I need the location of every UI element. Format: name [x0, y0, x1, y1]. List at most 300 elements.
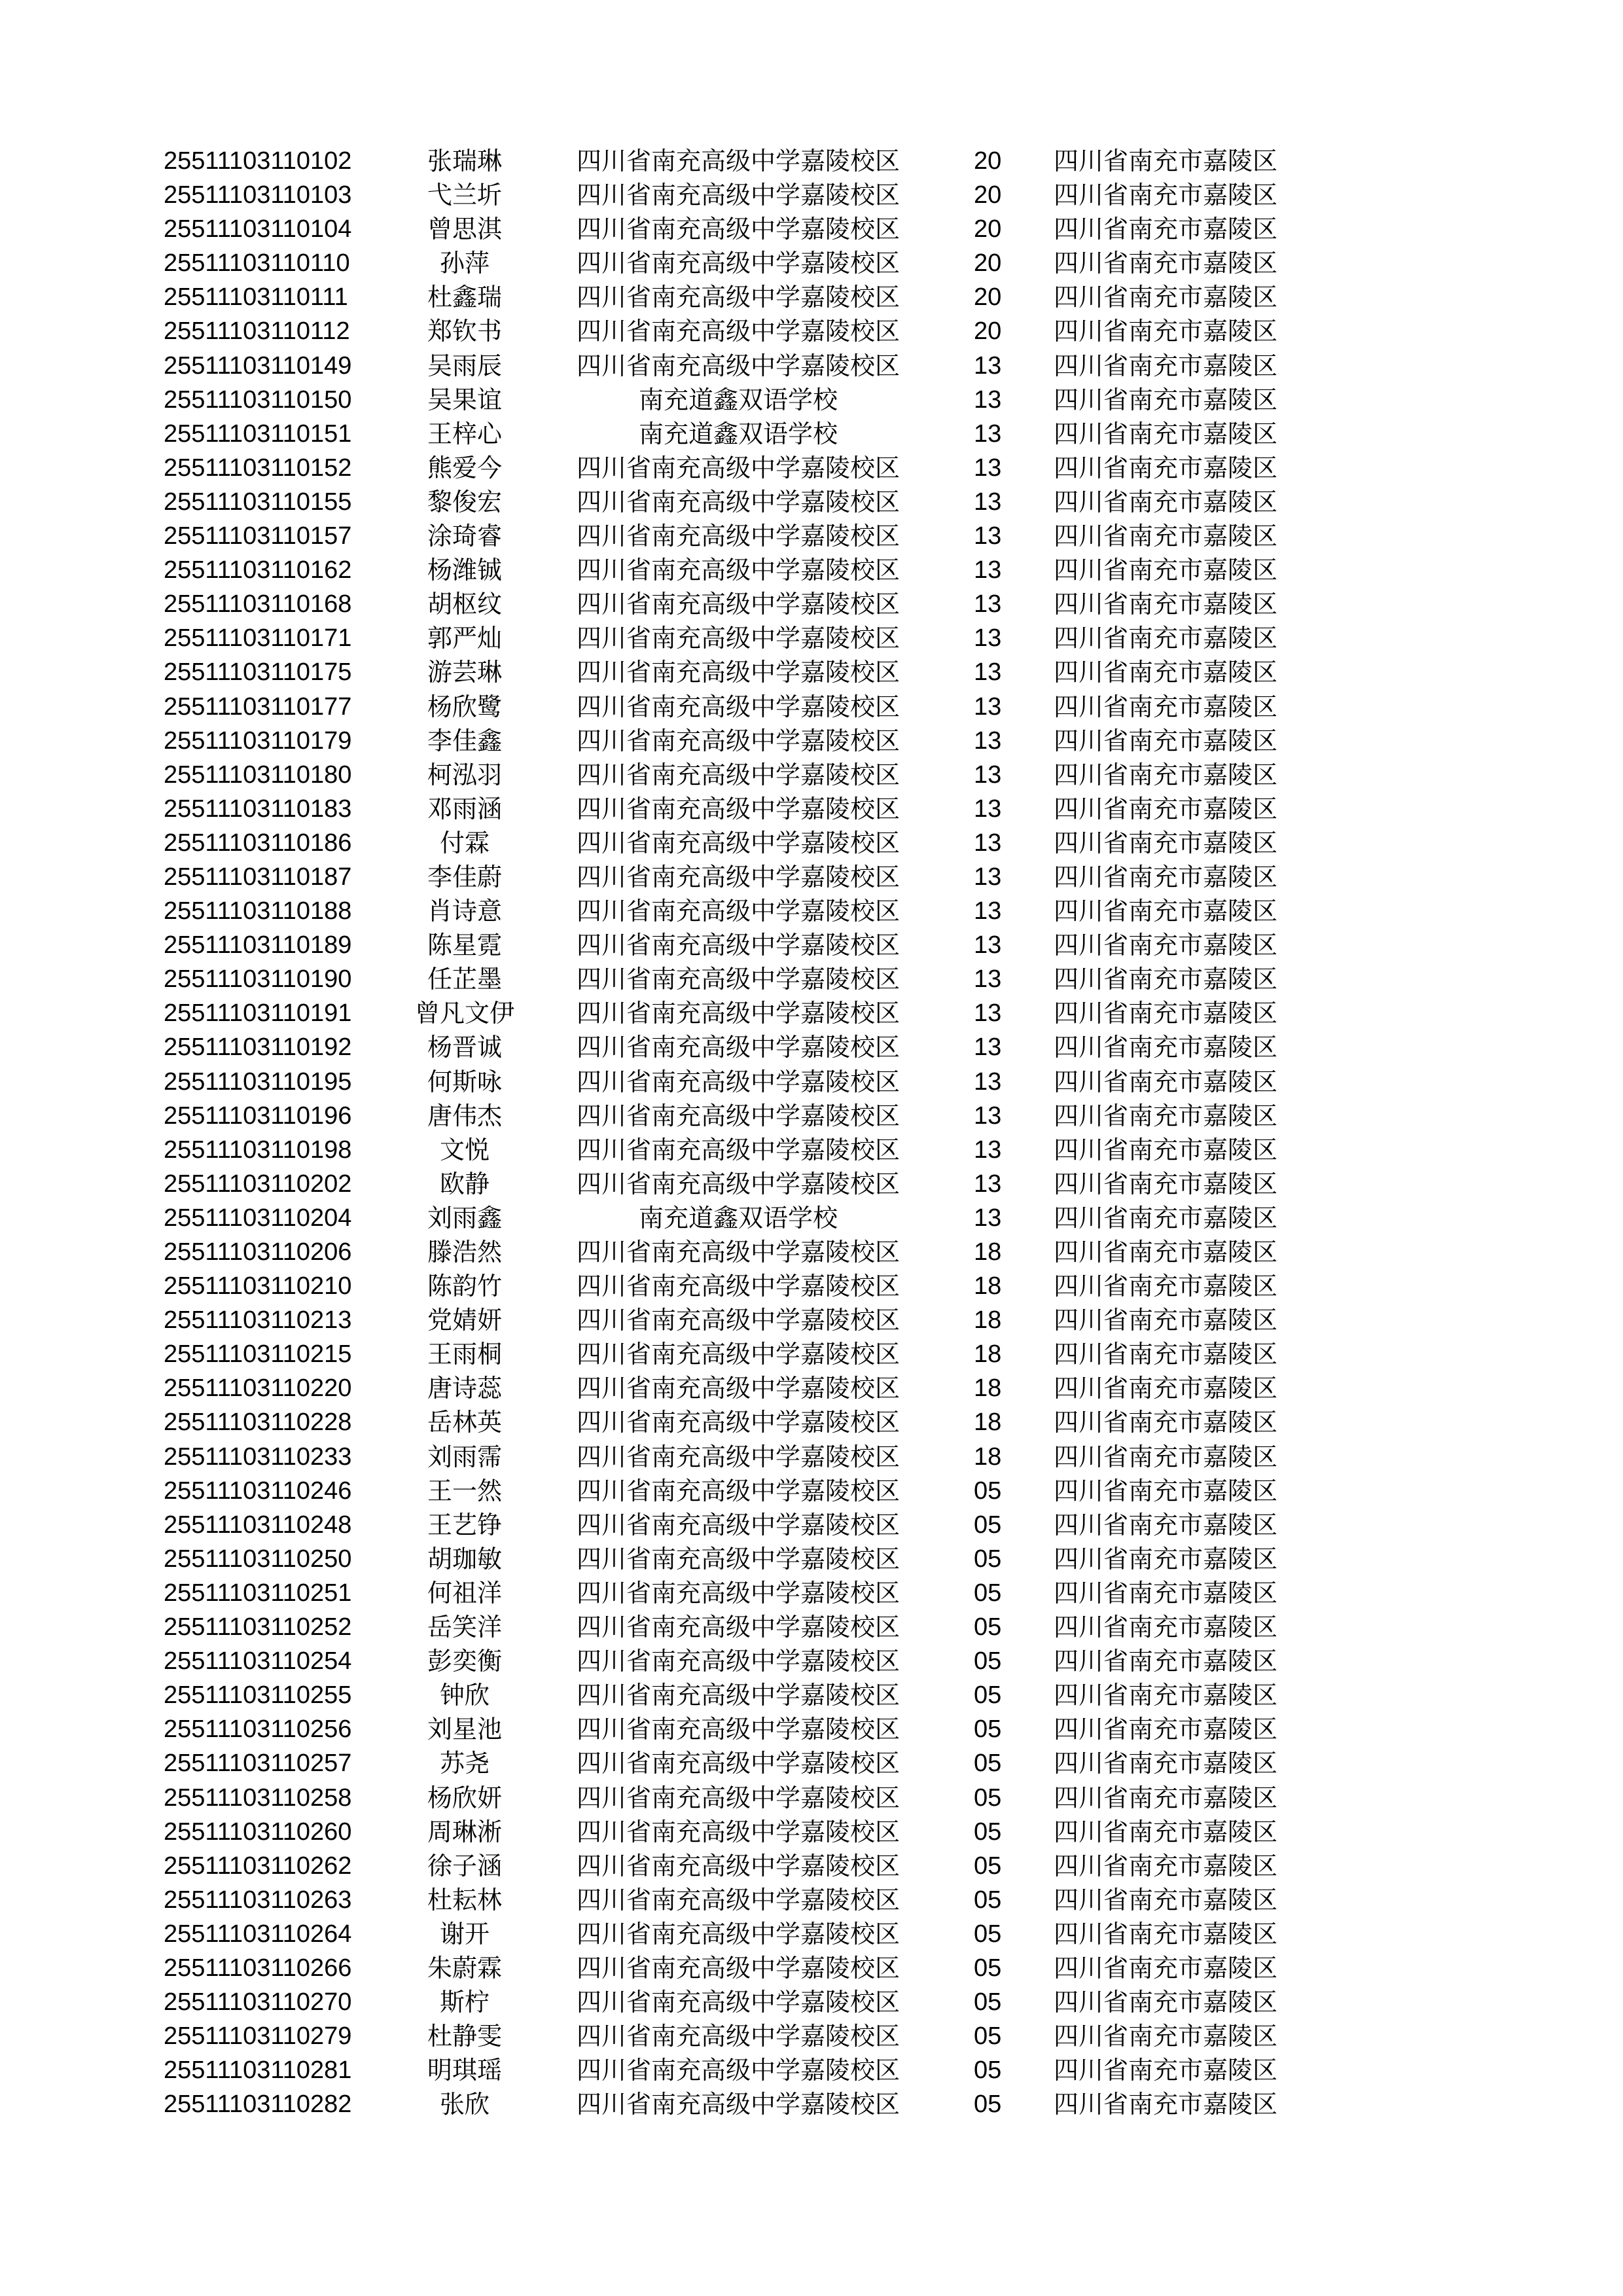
region-cell: 四川省南充市嘉陵区 [1054, 1919, 1278, 1948]
student-id-cell: 25511103110186 [164, 829, 352, 857]
student-name-cell: 张瑞琳 [427, 147, 502, 175]
school-name-cell: 四川省南充高级中学嘉陵校区 [576, 283, 900, 312]
school-name-cell: 四川省南充高级中学嘉陵校区 [576, 1306, 900, 1335]
student-name-cell: 王梓心 [427, 419, 502, 448]
class-code-cell: 13 [974, 931, 1002, 960]
school-name-cell: 四川省南充高级中学嘉陵校区 [576, 1578, 900, 1607]
class-code-cell: 05 [974, 2056, 1002, 2085]
school-name-cell: 四川省南充高级中学嘉陵校区 [576, 999, 900, 1028]
class-code-cell: 13 [974, 965, 1002, 994]
region-cell: 四川省南充市嘉陵区 [1054, 931, 1278, 960]
table-row [0, 144, 1623, 178]
student-name-cell: 陈韵竹 [427, 1272, 502, 1301]
table-row [0, 314, 1623, 348]
student-name-cell: 岳笑洋 [427, 1613, 502, 1642]
region-cell: 四川省南充市嘉陵区 [1054, 1510, 1278, 1539]
student-id-cell: 25511103110260 [164, 1818, 352, 1846]
class-code-cell: 13 [974, 726, 1002, 755]
school-name-cell: 四川省南充高级中学嘉陵校区 [576, 965, 900, 994]
student-name-cell: 刘雨霈 [427, 1442, 502, 1471]
class-code-cell: 13 [974, 1033, 1002, 1062]
school-name-cell: 四川省南充高级中学嘉陵校区 [576, 556, 900, 585]
student-id-cell: 25511103110255 [164, 1681, 352, 1710]
school-name-cell: 四川省南充高级中学嘉陵校区 [576, 658, 900, 687]
class-code-cell: 13 [974, 1102, 1002, 1130]
student-id-cell: 25511103110254 [164, 1647, 352, 1676]
student-name-cell: 胡枢纹 [427, 590, 502, 619]
table-row [0, 1099, 1623, 1133]
student-id-cell: 25511103110183 [164, 795, 352, 823]
student-id-cell: 25511103110175 [164, 658, 352, 687]
student-id-cell: 25511103110266 [164, 1954, 352, 1982]
class-code-cell: 05 [974, 1920, 1002, 1948]
region-cell: 四川省南充市嘉陵区 [1054, 1442, 1278, 1471]
region-cell: 四川省南充市嘉陵区 [1054, 1578, 1278, 1607]
student-id-cell: 25511103110251 [164, 1579, 352, 1607]
school-name-cell: 四川省南充高级中学嘉陵校区 [576, 1476, 900, 1505]
student-name-cell: 王雨桐 [427, 1340, 502, 1369]
school-name-cell: 四川省南充高级中学嘉陵校区 [576, 624, 900, 653]
region-cell: 四川省南充市嘉陵区 [1054, 760, 1278, 789]
region-cell: 四川省南充市嘉陵区 [1054, 249, 1278, 278]
region-cell: 四川省南充市嘉陵区 [1054, 1272, 1278, 1301]
student-id-cell: 25511103110252 [164, 1613, 352, 1641]
school-name-cell: 四川省南充高级中学嘉陵校区 [576, 828, 900, 857]
class-code-cell: 20 [974, 181, 1002, 209]
table-row [0, 1201, 1623, 1235]
table-row [0, 724, 1623, 758]
class-code-cell: 13 [974, 1067, 1002, 1096]
school-name-cell: 四川省南充高级中学嘉陵校区 [576, 215, 900, 244]
class-code-cell: 20 [974, 283, 1002, 312]
region-cell: 四川省南充市嘉陵区 [1054, 794, 1278, 823]
region-cell: 四川省南充市嘉陵区 [1054, 999, 1278, 1028]
class-code-cell: 18 [974, 1340, 1002, 1369]
class-code-cell: 13 [974, 488, 1002, 516]
table-row [0, 1269, 1623, 1303]
region-cell: 四川省南充市嘉陵区 [1054, 1715, 1278, 1744]
region-cell: 四川省南充市嘉陵区 [1054, 1101, 1278, 1130]
student-name-cell: 朱蔚霖 [427, 1953, 502, 1982]
table-row [0, 1167, 1623, 1201]
class-code-cell: 13 [974, 556, 1002, 584]
region-cell: 四川省南充市嘉陵区 [1054, 1476, 1278, 1505]
school-name-cell: 南充道鑫双语学校 [638, 419, 838, 448]
table-row [0, 1576, 1623, 1610]
region-cell: 四川省南充市嘉陵区 [1054, 1408, 1278, 1437]
school-name-cell: 四川省南充高级中学嘉陵校区 [576, 897, 900, 926]
student-name-cell: 谢开 [439, 1919, 490, 1948]
table-row [0, 1712, 1623, 1746]
student-id-cell: 25511103110281 [164, 2056, 352, 2085]
class-code-cell: 05 [974, 2022, 1002, 2051]
region-cell: 四川省南充市嘉陵区 [1054, 1817, 1278, 1846]
school-name-cell: 四川省南充高级中学嘉陵校区 [576, 1681, 900, 1710]
class-code-cell: 05 [974, 1647, 1002, 1676]
table-row [0, 894, 1623, 928]
student-id-cell: 25511103110168 [164, 590, 352, 619]
class-code-cell: 13 [974, 351, 1002, 380]
table-row [0, 690, 1623, 724]
region-cell: 四川省南充市嘉陵区 [1054, 1135, 1278, 1164]
student-id-cell: 25511103110270 [164, 1988, 352, 2017]
table-row [0, 1065, 1623, 1099]
student-id-cell: 25511103110151 [164, 420, 352, 448]
student-id-cell: 25511103110189 [164, 931, 352, 960]
region-cell: 四川省南充市嘉陵区 [1054, 1033, 1278, 1062]
school-name-cell: 四川省南充高级中学嘉陵校区 [576, 1169, 900, 1198]
class-code-cell: 20 [974, 249, 1002, 278]
school-name-cell: 四川省南充高级中学嘉陵校区 [576, 1647, 900, 1676]
table-row [0, 962, 1623, 996]
student-id-cell: 25511103110248 [164, 1511, 352, 1539]
region-cell: 四川省南充市嘉陵区 [1054, 317, 1278, 346]
table-row [0, 1133, 1623, 1167]
table-row [0, 519, 1623, 553]
student-name-cell: 黎俊宏 [427, 487, 502, 516]
student-name-cell: 苏尧 [439, 1749, 490, 1778]
school-name-cell: 南充道鑫双语学校 [638, 385, 838, 414]
student-id-cell: 25511103110149 [164, 351, 352, 380]
region-cell: 四川省南充市嘉陵区 [1054, 453, 1278, 482]
school-name-cell: 四川省南充高级中学嘉陵校区 [576, 931, 900, 960]
student-name-cell: 柯泓羽 [427, 760, 502, 789]
table-row [0, 1474, 1623, 1508]
student-name-cell: 唐诗蕊 [427, 1374, 502, 1403]
region-cell: 四川省南充市嘉陵区 [1054, 2090, 1278, 2119]
student-id-cell: 25511103110190 [164, 965, 352, 994]
region-cell: 四川省南充市嘉陵区 [1054, 1783, 1278, 1812]
class-code-cell: 20 [974, 147, 1002, 175]
region-cell: 四川省南充市嘉陵区 [1054, 1306, 1278, 1335]
region-cell: 四川省南充市嘉陵区 [1054, 726, 1278, 755]
region-cell: 四川省南充市嘉陵区 [1054, 692, 1278, 721]
region-cell: 四川省南充市嘉陵区 [1054, 1647, 1278, 1676]
table-row [0, 1508, 1623, 1542]
table-row [0, 1781, 1623, 1815]
student-id-cell: 25511103110202 [164, 1170, 352, 1198]
region-cell: 四川省南充市嘉陵区 [1054, 624, 1278, 653]
class-code-cell: 20 [974, 317, 1002, 346]
region-cell: 四川省南充市嘉陵区 [1054, 419, 1278, 448]
school-name-cell: 四川省南充高级中学嘉陵校区 [576, 1067, 900, 1096]
region-cell: 四川省南充市嘉陵区 [1054, 215, 1278, 244]
region-cell: 四川省南充市嘉陵区 [1054, 147, 1278, 175]
class-code-cell: 13 [974, 1170, 1002, 1198]
table-row [0, 860, 1623, 894]
region-cell: 四川省南充市嘉陵区 [1054, 897, 1278, 926]
region-cell: 四川省南充市嘉陵区 [1054, 1851, 1278, 1880]
school-name-cell: 四川省南充高级中学嘉陵校区 [576, 1408, 900, 1437]
student-id-cell: 25511103110192 [164, 1033, 352, 1062]
class-code-cell: 18 [974, 1306, 1002, 1335]
student-name-cell: 王一然 [427, 1476, 502, 1505]
student-id-cell: 25511103110213 [164, 1306, 352, 1335]
student-id-cell: 25511103110157 [164, 522, 352, 550]
class-code-cell: 18 [974, 1408, 1002, 1437]
school-name-cell: 四川省南充高级中学嘉陵校区 [576, 692, 900, 721]
student-list-table [0, 144, 1623, 2121]
student-name-cell: 李佳鑫 [427, 726, 502, 755]
student-name-cell: 付霖 [439, 828, 490, 857]
student-id-cell: 25511103110188 [164, 897, 352, 925]
region-cell: 四川省南充市嘉陵区 [1054, 658, 1278, 687]
region-cell: 四川省南充市嘉陵区 [1054, 2022, 1278, 2051]
school-name-cell: 四川省南充高级中学嘉陵校区 [576, 249, 900, 278]
student-id-cell: 25511103110110 [164, 249, 350, 278]
school-name-cell: 四川省南充高级中学嘉陵校区 [576, 726, 900, 755]
student-name-cell: 何斯咏 [427, 1067, 502, 1096]
table-row [0, 1303, 1623, 1337]
class-code-cell: 13 [974, 420, 1002, 448]
table-row [0, 178, 1623, 212]
student-id-cell: 25511103110282 [164, 2090, 352, 2119]
student-name-cell: 肖诗意 [427, 897, 502, 926]
student-id-cell: 25511103110206 [164, 1238, 352, 1266]
region-cell: 四川省南充市嘉陵区 [1054, 1885, 1278, 1914]
student-id-cell: 25511103110111 [164, 283, 348, 312]
class-code-cell: 05 [974, 1886, 1002, 1914]
table-row [0, 928, 1623, 962]
class-code-cell: 18 [974, 1238, 1002, 1266]
class-code-cell: 20 [974, 215, 1002, 243]
student-id-cell: 25511103110204 [164, 1204, 352, 1232]
class-code-cell: 13 [974, 386, 1002, 414]
student-name-cell: 文悦 [439, 1135, 490, 1164]
student-id-cell: 25511103110162 [164, 556, 352, 584]
student-id-cell: 25511103110150 [164, 386, 352, 414]
student-name-cell: 曾思淇 [427, 215, 502, 244]
school-name-cell: 四川省南充高级中学嘉陵校区 [576, 1442, 900, 1471]
table-row [0, 553, 1623, 587]
table-row [0, 1610, 1623, 1644]
table-row [0, 1405, 1623, 1439]
student-name-cell: 郭严灿 [427, 624, 502, 653]
region-cell: 四川省南充市嘉陵区 [1054, 556, 1278, 585]
region-cell: 四川省南充市嘉陵区 [1054, 1203, 1278, 1232]
student-name-cell: 吴雨辰 [427, 351, 502, 380]
student-name-cell: 杜静雯 [427, 2022, 502, 2051]
student-name-cell: 刘雨鑫 [427, 1203, 502, 1232]
region-cell: 四川省南充市嘉陵区 [1054, 283, 1278, 312]
class-code-cell: 13 [974, 1204, 1002, 1232]
student-name-cell: 刘星池 [427, 1715, 502, 1744]
student-name-cell: 陈星霓 [427, 931, 502, 960]
class-code-cell: 05 [974, 1749, 1002, 1778]
school-name-cell: 四川省南充高级中学嘉陵校区 [576, 522, 900, 551]
school-name-cell: 四川省南充高级中学嘉陵校区 [576, 1885, 900, 1914]
region-cell: 四川省南充市嘉陵区 [1054, 1340, 1278, 1369]
class-code-cell: 13 [974, 999, 1002, 1028]
region-cell: 四川省南充市嘉陵区 [1054, 965, 1278, 994]
table-row [0, 1644, 1623, 1678]
table-row [0, 1951, 1623, 1985]
table-row [0, 792, 1623, 826]
student-id-cell: 25511103110155 [164, 488, 352, 516]
school-name-cell: 四川省南充高级中学嘉陵校区 [576, 1510, 900, 1539]
table-row [0, 1678, 1623, 1712]
school-name-cell: 四川省南充高级中学嘉陵校区 [576, 1272, 900, 1301]
table-row [0, 349, 1623, 383]
student-id-cell: 25511103110210 [164, 1272, 352, 1300]
class-code-cell: 05 [974, 1511, 1002, 1539]
school-name-cell: 四川省南充高级中学嘉陵校区 [576, 760, 900, 789]
table-row [0, 1440, 1623, 1474]
student-name-cell: 熊爱今 [427, 453, 502, 482]
class-code-cell: 18 [974, 1272, 1002, 1300]
student-name-cell: 何祖洋 [427, 1578, 502, 1607]
student-id-cell: 25511103110152 [164, 454, 352, 482]
school-name-cell: 四川省南充高级中学嘉陵校区 [576, 1374, 900, 1403]
school-name-cell: 四川省南充高级中学嘉陵校区 [576, 1033, 900, 1062]
student-name-cell: 涂琦睿 [427, 522, 502, 551]
table-row [0, 417, 1623, 451]
student-name-cell: 曾凡文伊 [414, 999, 514, 1028]
student-id-cell: 25511103110263 [164, 1886, 352, 1914]
student-id-cell: 25511103110177 [164, 692, 352, 721]
school-name-cell: 四川省南充高级中学嘉陵校区 [576, 1919, 900, 1948]
region-cell: 四川省南充市嘉陵区 [1054, 181, 1278, 210]
region-cell: 四川省南充市嘉陵区 [1054, 1374, 1278, 1403]
region-cell: 四川省南充市嘉陵区 [1054, 1238, 1278, 1266]
student-id-cell: 25511103110215 [164, 1340, 352, 1369]
student-name-cell: 斯柠 [439, 1988, 490, 2017]
school-name-cell: 四川省南充高级中学嘉陵校区 [576, 1135, 900, 1164]
school-name-cell: 四川省南充高级中学嘉陵校区 [576, 1715, 900, 1744]
student-id-cell: 25511103110262 [164, 1852, 352, 1880]
table-row [0, 1849, 1623, 1883]
region-cell: 四川省南充市嘉陵区 [1054, 590, 1278, 619]
class-code-cell: 13 [974, 590, 1002, 619]
student-name-cell: 胡珈敏 [427, 1544, 502, 1573]
class-code-cell: 13 [974, 624, 1002, 653]
student-name-cell: 杨欣鹭 [427, 692, 502, 721]
student-name-cell: 杨晋诚 [427, 1033, 502, 1062]
class-code-cell: 05 [974, 1613, 1002, 1641]
student-name-cell: 游芸琳 [427, 658, 502, 687]
table-row [0, 1883, 1623, 1917]
school-name-cell: 四川省南充高级中学嘉陵校区 [576, 181, 900, 210]
school-name-cell: 四川省南充高级中学嘉陵校区 [576, 590, 900, 619]
class-code-cell: 05 [974, 1579, 1002, 1607]
student-name-cell: 杜鑫瑞 [427, 283, 502, 312]
school-name-cell: 四川省南充高级中学嘉陵校区 [576, 1613, 900, 1642]
class-code-cell: 18 [974, 1374, 1002, 1403]
school-name-cell: 四川省南充高级中学嘉陵校区 [576, 487, 900, 516]
class-code-cell: 05 [974, 1545, 1002, 1573]
student-id-cell: 25511103110187 [164, 863, 352, 891]
student-name-cell: 彭奕衡 [427, 1647, 502, 1676]
region-cell: 四川省南充市嘉陵区 [1054, 1067, 1278, 1096]
student-name-cell: 弋兰圻 [427, 181, 502, 210]
student-id-cell: 25511103110171 [164, 624, 352, 653]
school-name-cell: 四川省南充高级中学嘉陵校区 [576, 2090, 900, 2119]
student-id-cell: 25511103110258 [164, 1784, 352, 1812]
school-name-cell: 四川省南充高级中学嘉陵校区 [576, 147, 900, 175]
school-name-cell: 四川省南充高级中学嘉陵校区 [576, 1953, 900, 1982]
student-id-cell: 25511103110250 [164, 1545, 352, 1573]
region-cell: 四川省南充市嘉陵区 [1054, 2056, 1278, 2085]
region-cell: 四川省南充市嘉陵区 [1054, 1169, 1278, 1198]
school-name-cell: 四川省南充高级中学嘉陵校区 [576, 453, 900, 482]
class-code-cell: 13 [974, 1136, 1002, 1164]
table-row [0, 996, 1623, 1030]
student-name-cell: 任芷墨 [427, 965, 502, 994]
region-cell: 四川省南充市嘉陵区 [1054, 828, 1278, 857]
student-id-cell: 25511103110257 [164, 1749, 352, 1778]
class-code-cell: 05 [974, 1852, 1002, 1880]
table-row [0, 2019, 1623, 2053]
table-row [0, 1815, 1623, 1849]
class-code-cell: 05 [974, 1715, 1002, 1744]
class-code-cell: 13 [974, 863, 1002, 891]
school-name-cell: 四川省南充高级中学嘉陵校区 [576, 1749, 900, 1778]
class-code-cell: 05 [974, 2090, 1002, 2119]
table-row [0, 1985, 1623, 2019]
table-row [0, 1337, 1623, 1371]
student-id-cell: 25511103110256 [164, 1715, 352, 1744]
student-name-cell: 岳林英 [427, 1408, 502, 1437]
student-id-cell: 25511103110198 [164, 1136, 352, 1164]
student-name-cell: 杜耘林 [427, 1885, 502, 1914]
class-code-cell: 18 [974, 1443, 1002, 1471]
region-cell: 四川省南充市嘉陵区 [1054, 862, 1278, 891]
school-name-cell: 四川省南充高级中学嘉陵校区 [576, 1817, 900, 1846]
student-id-cell: 25511103110191 [164, 999, 352, 1028]
table-row [0, 1542, 1623, 1576]
student-id-cell: 25511103110220 [164, 1374, 352, 1403]
student-name-cell: 孙萍 [439, 249, 490, 278]
region-cell: 四川省南充市嘉陵区 [1054, 487, 1278, 516]
region-cell: 四川省南充市嘉陵区 [1054, 1953, 1278, 1982]
class-code-cell: 13 [974, 658, 1002, 687]
table-row [0, 451, 1623, 485]
student-id-cell: 25511103110180 [164, 761, 352, 789]
student-name-cell: 吴果谊 [427, 385, 502, 414]
school-name-cell: 南充道鑫双语学校 [638, 1203, 838, 1232]
region-cell: 四川省南充市嘉陵区 [1054, 1544, 1278, 1573]
student-id-cell: 25511103110246 [164, 1477, 352, 1505]
class-code-cell: 13 [974, 761, 1002, 789]
student-name-cell: 郑钦书 [427, 317, 502, 346]
student-name-cell: 唐伟杰 [427, 1101, 502, 1130]
school-name-cell: 四川省南充高级中学嘉陵校区 [576, 794, 900, 823]
student-name-cell: 邓雨涵 [427, 794, 502, 823]
school-name-cell: 四川省南充高级中学嘉陵校区 [576, 862, 900, 891]
table-row [0, 2087, 1623, 2121]
class-code-cell: 13 [974, 522, 1002, 550]
school-name-cell: 四川省南充高级中学嘉陵校区 [576, 1101, 900, 1130]
class-code-cell: 05 [974, 1477, 1002, 1505]
student-name-cell: 徐子涵 [427, 1851, 502, 1880]
table-row [0, 280, 1623, 314]
school-name-cell: 四川省南充高级中学嘉陵校区 [576, 2022, 900, 2051]
student-name-cell: 明琪瑶 [427, 2056, 502, 2085]
class-code-cell: 13 [974, 897, 1002, 925]
student-id-cell: 25511103110102 [164, 147, 352, 175]
class-code-cell: 05 [974, 1988, 1002, 2017]
class-code-cell: 05 [974, 1954, 1002, 1982]
school-name-cell: 四川省南充高级中学嘉陵校区 [576, 351, 900, 380]
student-name-cell: 欧静 [439, 1169, 490, 1198]
student-id-cell: 25511103110179 [164, 726, 352, 755]
table-row [0, 383, 1623, 417]
school-name-cell: 四川省南充高级中学嘉陵校区 [576, 1544, 900, 1573]
school-name-cell: 四川省南充高级中学嘉陵校区 [576, 1988, 900, 2017]
school-name-cell: 四川省南充高级中学嘉陵校区 [576, 317, 900, 346]
table-row [0, 246, 1623, 280]
student-id-cell: 25511103110233 [164, 1443, 352, 1471]
